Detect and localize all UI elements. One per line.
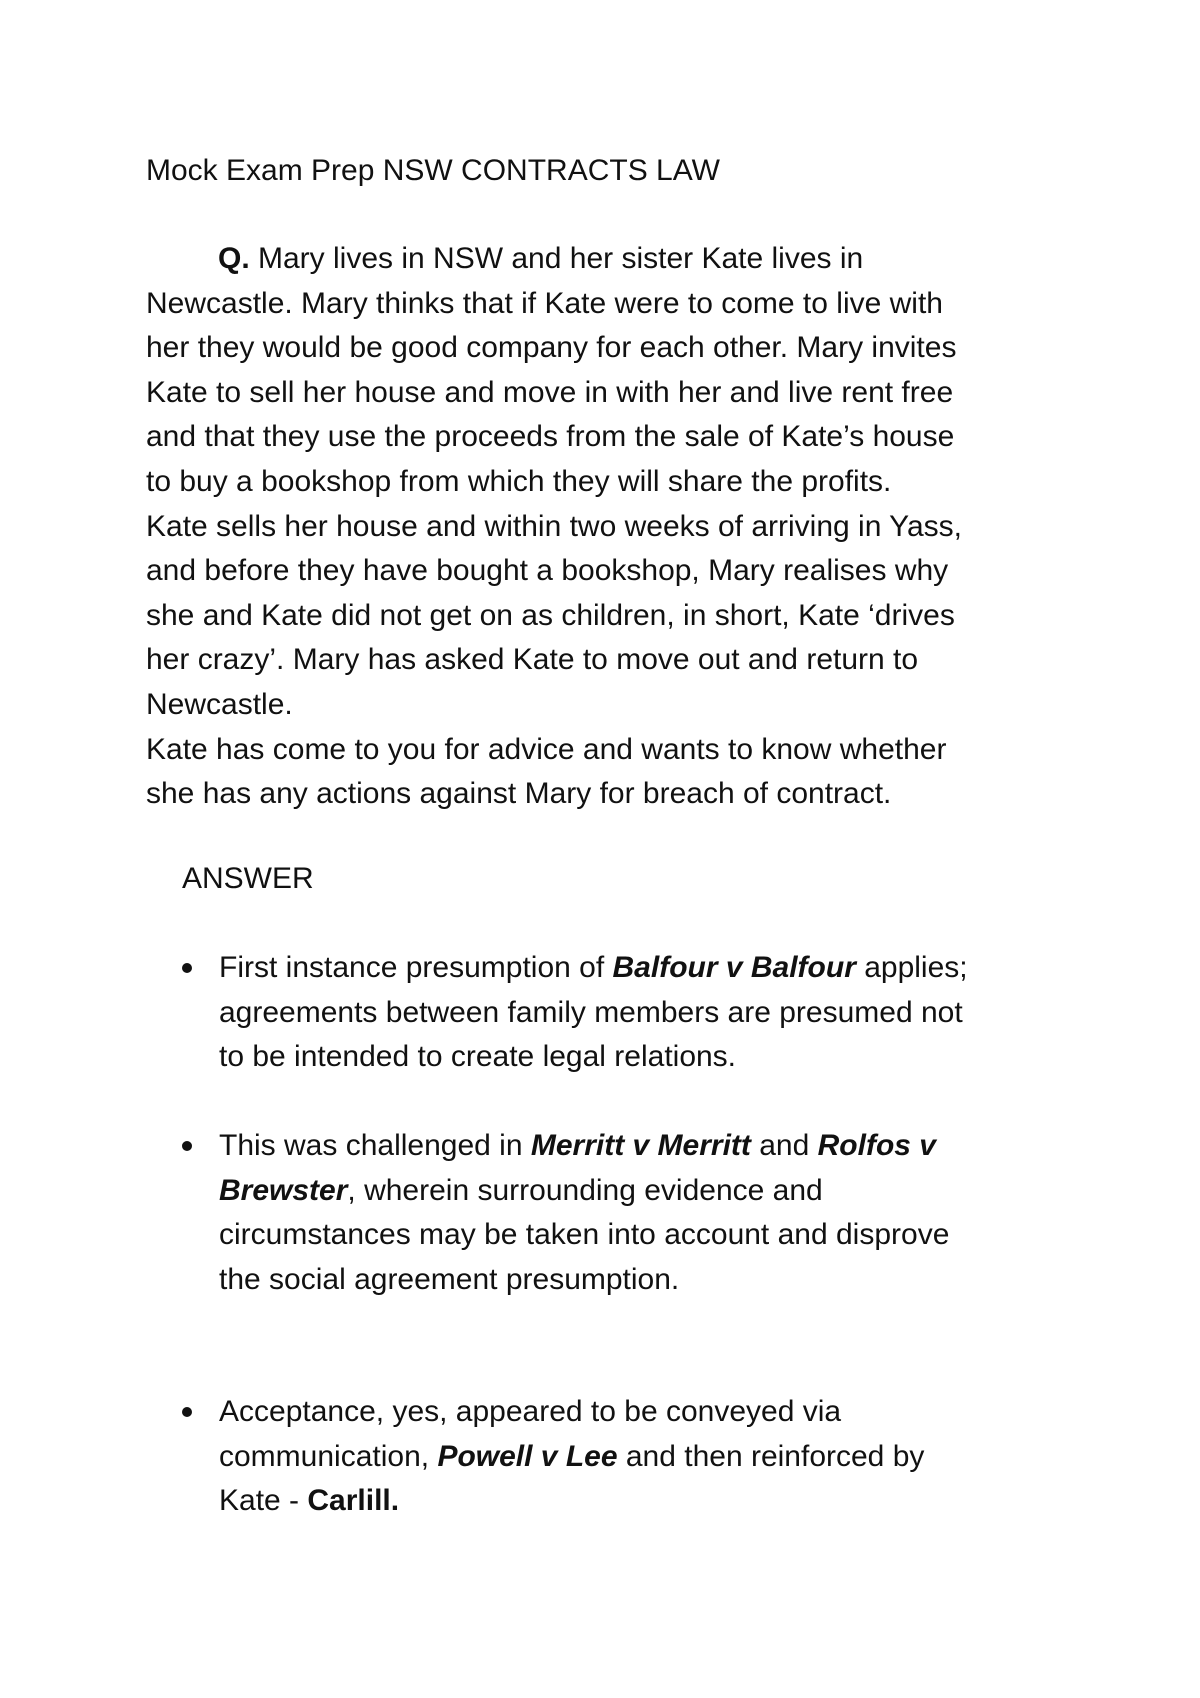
bullet-text-span: This was challenged in [219,1129,531,1162]
bullet-text-span: communication, [219,1439,438,1473]
case-name: Rolfos v [817,1129,936,1162]
question-line: she has any actions against Mary for breach of contract. [146,777,892,811]
question-line: and before they have bought a bookshop, Mary realises why [146,554,949,588]
case-name: Balfour v Balfour [612,951,856,984]
bullet-text-span: and then reinforced by [617,1439,925,1473]
case-name: Merritt v Merritt [530,1129,751,1162]
bullet-line: Acceptance, yes, appeared to be conveyed via [219,1395,842,1428]
bullet-text [219,1124,1079,1302]
answer-heading: ANSWER [182,862,314,895]
bullet-text-span: and [750,1129,818,1162]
bullet-line [219,946,1079,991]
bullet-line [219,1169,1079,1214]
question-line: Newcastle. Mary thinks that if Kate were to come to live with [146,286,943,320]
question-line: Kate has come to you for advice and wants to know whether [146,732,947,766]
question-line: her crazy’. Mary has asked Kate to move out and return to [146,643,919,677]
bullet-line [219,1124,1079,1169]
question-paragraph [146,237,1066,817]
question-line: and that they use the proceeds from the sale of Kate’s house [146,420,955,454]
question-line: she and Kate did not get on as children, in short, Kate ‘drives [146,598,955,632]
case-name: Carlill. [307,1484,400,1518]
bullet-line: the social agreement presumption. [219,1262,680,1296]
question-line: Kate to sell her house and move in with her and live rent free [146,375,954,409]
bullet-line: circumstances may be taken into account and disprove [219,1218,950,1252]
question-line [146,237,1066,282]
bullet-line: to be intended to create legal relations. [219,1040,737,1074]
question-line: Kate sells her house and within two weeks of arriving in Yass, [146,509,962,543]
bullet-text-span: Kate - [219,1484,308,1518]
bullet-icon [182,1141,192,1151]
bullet-text-span: , wherein surrounding evidence and [347,1173,823,1207]
case-name: Powell v Lee [437,1439,618,1473]
bullet-icon [182,963,192,973]
case-name: Brewster [219,1173,348,1207]
document-title: Mock Exam Prep NSW CONTRACTS LAW [146,154,720,187]
bullet-line: agreements between family members are presumed not [219,995,963,1029]
question-label: Q. [218,242,250,275]
question-line: her they would be good company for each other. Mary invites [146,331,957,365]
bullet-text-span: applies; [855,951,968,984]
bullet-icon [182,1407,192,1417]
bullet-line [219,1435,1079,1480]
bullet-text [219,946,1079,1080]
bullet-text-span: First instance presumption of [219,951,613,984]
bullet-line [219,1479,1079,1524]
bullet-text [219,1390,1079,1524]
question-text: Mary lives in NSW and her sister Kate lives in [249,242,864,275]
question-line: to buy a bookshop from which they will share the profits. [146,464,892,498]
question-line: Newcastle. [146,687,293,721]
